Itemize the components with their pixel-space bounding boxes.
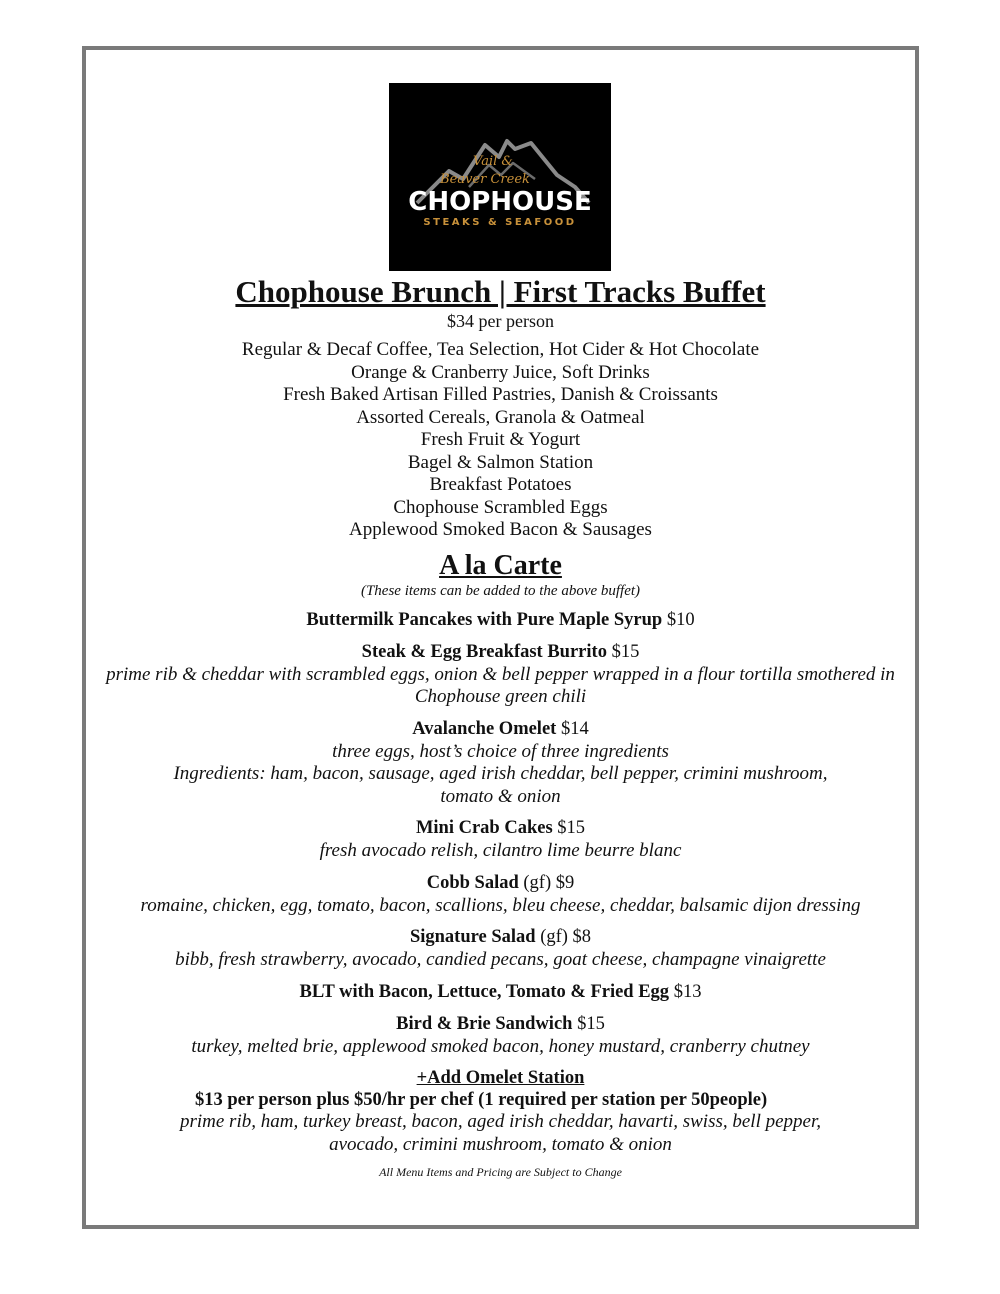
item-description: Ingredients: ham, bacon, sausage, aged irish cheddar, bell pepper, crimini mushroom, <box>173 763 828 784</box>
item-price: $10 <box>662 609 695 630</box>
logo-graphic <box>389 83 611 271</box>
item-price: $15 <box>572 1013 605 1034</box>
omelet-station-title: +Add Omelet Station <box>416 1068 585 1088</box>
item-name: Buttermilk Pancakes with Pure Maple Syrup <box>306 609 663 630</box>
buffet-item: Chophouse Scrambled Eggs <box>393 496 608 518</box>
buffet-item: Breakfast Potatoes <box>429 474 572 495</box>
omelet-station-description: prime rib, ham, turkey breast, bacon, aged irish cheddar, havarti, swiss, bell pepper, <box>179 1111 822 1132</box>
menu-item-omelet <box>86 718 915 809</box>
logo-tagline: STEAKS & SEAFOOD <box>423 217 577 228</box>
menu-item-cobb-salad <box>86 872 915 918</box>
chophouse-logo <box>389 83 611 271</box>
a-la-carte-note: (These items can be added to the above buffet) <box>360 582 641 599</box>
buffet-item: Applewood Smoked Bacon & Sausages <box>349 519 652 540</box>
item-description: three eggs, host’s choice of three ingredients <box>332 740 669 762</box>
buffet-item: Bagel & Salmon Station <box>407 451 594 473</box>
a-la-carte-title: A la Carte <box>439 549 562 581</box>
menu-item-signature-salad <box>86 926 915 972</box>
omelet-station-description: avocado, crimini mushroom, tomato & onion <box>329 1133 672 1155</box>
menu-content <box>86 274 915 1180</box>
logo-script-line2: Beaver Creek <box>440 172 530 187</box>
item-description: turkey, melted brie, applewood smoked bacon, honey mustard, cranberry chutney <box>191 1035 810 1057</box>
item-price: (gf) $8 <box>535 927 592 947</box>
item-description: romaine, chicken, egg, tomato, bacon, scallions, bleu cheese, cheddar, balsamic dijon dressing <box>140 894 861 916</box>
footer-disclaimer: All Menu Items and Pricing are Subject to Change <box>379 1165 622 1179</box>
item-name: Avalanche Omelet <box>412 718 557 739</box>
item-name: Cobb Salad <box>426 872 519 893</box>
buffet-item: Fresh Fruit & Yogurt <box>420 429 581 450</box>
item-price: $15 <box>552 818 586 838</box>
menu-item-bird-brie <box>86 1013 915 1059</box>
item-description: Chophouse green chili <box>414 686 587 707</box>
omelet-station-price: $13 per person plus $50/hr per chef (1 required per station per 50people) <box>195 1090 768 1110</box>
buffet-item: Regular & Decaf Coffee, Tea Selection, Hot Cider & Hot Chocolate <box>241 339 760 360</box>
menu-item-blt <box>86 981 915 1004</box>
item-name: Mini Crab Cakes <box>415 818 553 838</box>
menu-item-crab-cakes <box>86 817 915 863</box>
item-name: BLT with Bacon, Lettuce, Tomato & Fried Egg <box>299 981 670 1002</box>
menu-title: Chophouse Brunch | First Tracks Buffet <box>235 274 766 309</box>
logo-script-line1: Vail & <box>473 154 513 169</box>
buffet-item: Orange & Cranberry Juice, Soft Drinks <box>351 361 650 383</box>
buffet-item: Assorted Cereals, Granola & Oatmeal <box>356 406 645 428</box>
omelet-station <box>86 1067 915 1156</box>
item-name: Steak & Egg Breakfast Burrito <box>361 641 607 662</box>
item-price: (gf) $9 <box>518 872 575 893</box>
item-name: Bird & Brie Sandwich <box>396 1013 573 1034</box>
item-description: bibb, fresh strawberry, avocado, candied pecans, goat cheese, champagne vinaigrette <box>175 949 826 970</box>
item-description: tomato & onion <box>440 785 561 807</box>
logo-wordmark: CHOPHOUSE <box>408 187 592 217</box>
item-description: fresh avocado relish, cilantro lime beurre blanc <box>319 840 682 861</box>
item-price: $15 <box>606 641 640 662</box>
buffet-list <box>86 339 915 542</box>
menu-item-pancakes <box>86 609 915 632</box>
menu-item-burrito <box>86 641 915 709</box>
buffet-item: Fresh Baked Artisan Filled Pastries, Danish & Croissants <box>283 384 718 405</box>
item-price: $14 <box>556 718 589 739</box>
item-name: Signature Salad <box>409 927 536 947</box>
item-price: $13 <box>669 981 702 1002</box>
item-description: prime rib & cheddar with scrambled eggs, onion & bell pepper wrapped in a flour tortilla smothered in <box>106 663 895 685</box>
buffet-price: $34 per person <box>447 311 554 331</box>
